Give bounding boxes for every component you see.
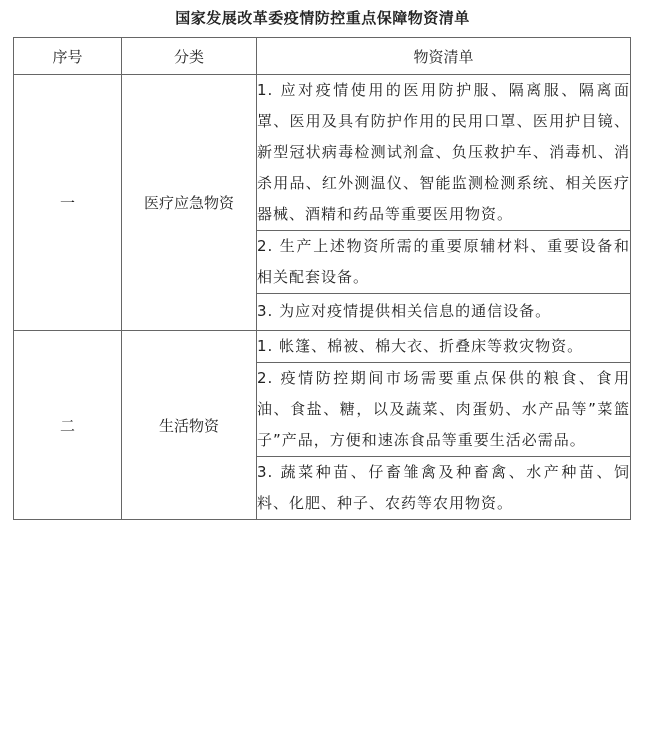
header-items: 物资清单 [257, 38, 631, 75]
supply-item: 1. 应对疫情使用的医用防护服、隔离服、隔离面罩、医用及具有防护作用的民用口罩、医用护目镜、新型冠状病毒检测试剂盒、负压救护车、消毒机、消杀用品、红外测温仪、智能监测检测系统、相关医疗器械、酒精和药品等重要医用物资。 [257, 75, 631, 231]
supply-item: 2. 生产上述物资所需的重要原辅材料、重要设备和相关配套设备。 [257, 231, 631, 294]
supplies-table [13, 37, 631, 520]
table-header-row [14, 38, 631, 75]
row-category: 生活物资 [122, 331, 257, 520]
header-category: 分类 [122, 38, 257, 75]
supply-item: 3. 为应对疫情提供相关信息的通信设备。 [257, 294, 631, 331]
table-row [14, 331, 631, 363]
table-row [14, 75, 631, 231]
document-title: 国家发展改革委疫情防控重点保障物资清单 [175, 9, 470, 27]
supply-item: 3. 蔬菜种苗、仔畜雏禽及种畜禽、水产种苗、饲料、化肥、种子、农药等农用物资。 [257, 457, 631, 520]
row-index: 二 [14, 331, 122, 520]
supply-item: 2. 疫情防控期间市场需要重点保供的粮食、食用油、食盐、糖，以及蔬菜、肉蛋奶、水产品等”菜篮子”产品，方便和速冻食品等重要生活必需品。 [257, 363, 631, 457]
row-category: 医疗应急物资 [122, 75, 257, 331]
supply-item: 1. 帐篷、棉被、棉大衣、折叠床等救灾物资。 [257, 331, 631, 363]
header-index: 序号 [14, 38, 122, 75]
row-index: 一 [14, 75, 122, 331]
